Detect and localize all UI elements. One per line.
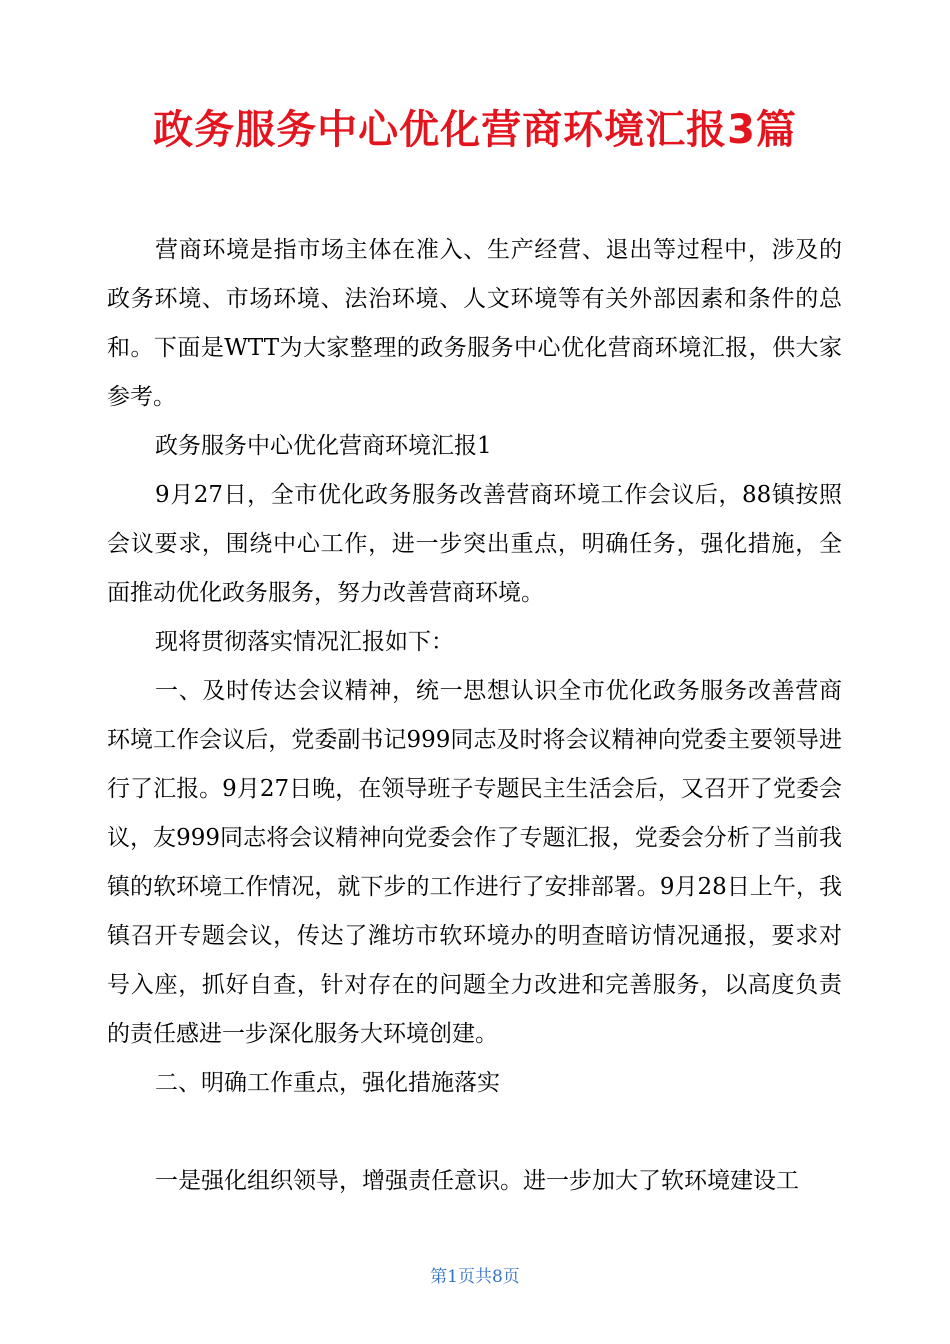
section-one-paragraph: 一、及时传达会议精神，统一思想认识全市优化政务服务改善营商环境工作会议后，党委副书记999同志及时将会议精神向党委主要领导进行了汇报。9月27日晚，在领导班子专题民主生活会后，又召开了党委会议，友999同志将会议精神向党委会作了专题汇报，党委会分析了当前我镇的软环境工作情况，就下步的工作进行了安排部署。9月28日上午，我镇召开专题会议，传达了潍坊市软环境办的明查暗访情况通报，要求对号入座，抓好自查，针对存在的问题全力改进和完善服务，以高度负责的责任感进一步深化服务大环境创建。 (107, 678, 842, 1047)
meeting-paragraph: 9月27日，全市优化政务服务改善营商环境工作会议后，88镇按照会议要求，围绕中心工作，进一步突出重点，明确任务，强化措施，全面推动优化政务服务，努力改善营商环境。 (107, 482, 842, 606)
section-two-heading: 二、明确工作重点，强化措施落实 (155, 1070, 500, 1096)
section-two-item-one: 一是强化组织领导，增强责任意识。进一步加大了软环境建设工 (155, 1168, 799, 1194)
section-heading-report-1: 政务服务中心优化营商环境汇报1 (155, 433, 492, 459)
document-body (107, 226, 842, 1206)
page-number-footer: 第1页共8页 (430, 1267, 520, 1287)
document-title: 政务服务中心优化营商环境汇报3篇 (153, 107, 797, 153)
intro-paragraph: 营商环境是指市场主体在准入、生产经营、退出等过程中，涉及的政务环境、市场环境、法治环境、人文环境等有关外部因素和条件的总和。下面是WTT为大家整理的政务服务中心优化营商环境汇报，供大家参考。 (107, 237, 842, 410)
report-lead-paragraph: 现将贯彻落实情况汇报如下： (155, 629, 454, 655)
